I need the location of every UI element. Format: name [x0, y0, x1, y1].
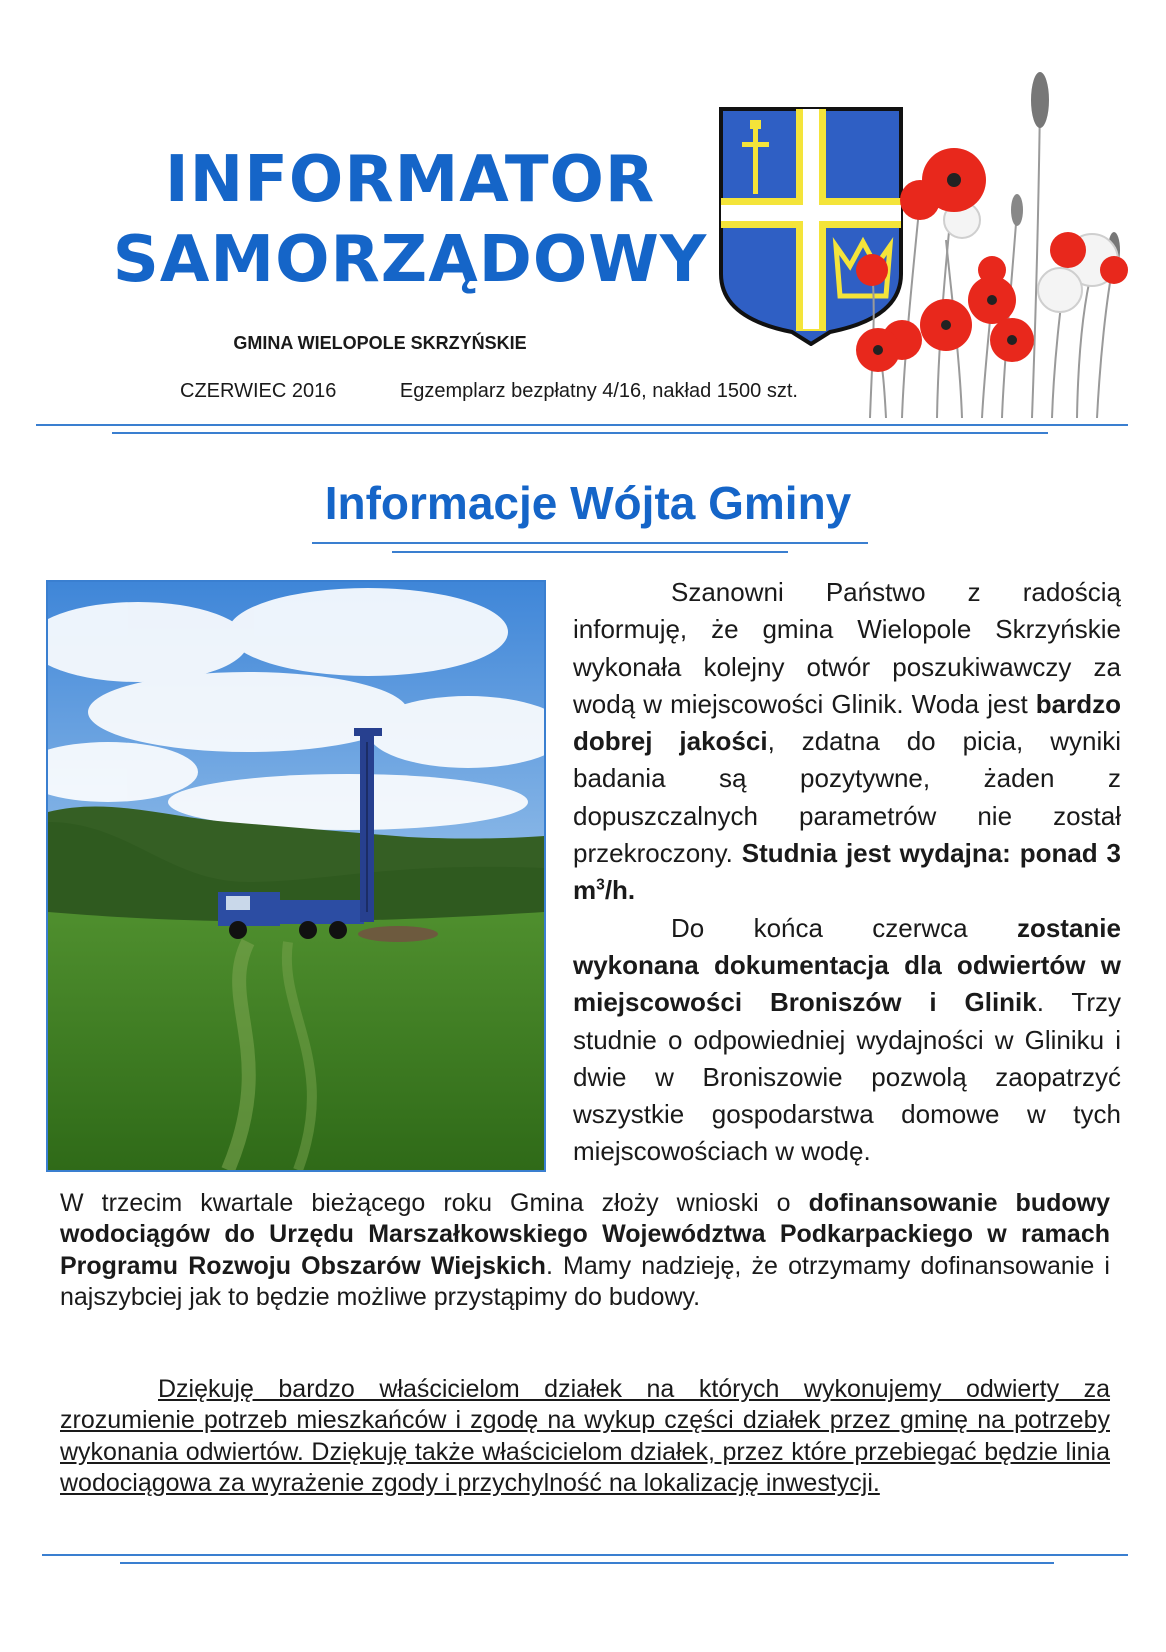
article-intro — [573, 574, 1121, 1171]
section-rule-bottom — [392, 551, 788, 553]
title-line-1: INFORMATOR — [164, 143, 656, 217]
superscript: 3 — [596, 876, 605, 894]
bold-span: zostanie wykonana dokumentacja dla odwiertów w miejscowości Broniszów i Glinik — [573, 912, 1121, 1018]
issue-date: CZERWIEC 2016 — [180, 380, 337, 402]
paragraph-funding — [60, 1188, 1110, 1313]
edition-line — [180, 380, 798, 403]
footer-rule-bottom — [120, 1562, 1054, 1564]
newsletter-title — [95, 140, 725, 300]
bold-text: Studnia jest wydajna: ponad 3 m — [573, 838, 1121, 906]
text-span: . Mamy nadzieję, że otrzymamy dofinansowanie i najszybciej jak to będzie możliwe przystąpimy do budowy. — [60, 1251, 1110, 1311]
text-span: Szanowni Państwo z radością informuję, że gmina Wielopole Skrzyńskie wykonała kolejny otwór poszukiwawczy za wodą w miejscowości Glinik. Woda jest — [573, 577, 1121, 719]
section-title: Informacje Wójta Gminy — [324, 477, 852, 529]
poppies-illustration — [842, 60, 1132, 418]
bold-text: /h. — [604, 875, 636, 906]
bold-span: dofinansowanie budowy wodociągów do Urzędu Marszałkowskiego Województwa Podkarpackiego w ramach Programu Rozwoju Obszarów Wiejskich — [60, 1189, 1110, 1280]
paragraph-documentation — [573, 910, 1121, 1171]
drilling-rig-photo — [46, 580, 546, 1172]
title-line-2: SAMORZĄDOWY — [112, 223, 708, 297]
paragraph-thanks: Dziękuję bardzo właścicielom działek na których wykonujemy odwierty za zrozumienie potrzeb mieszkańców i zgodę na wykup części działek przez gminę na potrzeby wykonania odwiertów. Dziękuję także właścicielom działek, przez które przebiegać będzie linia wodociągowa za wyrażenie zgody i przychylność na lokalizację inwestycji. — [60, 1375, 1110, 1497]
header-rule-top — [36, 424, 1128, 426]
text-span: W trzecim kwartale bieżącego roku Gmina złoży wnioski o — [60, 1189, 809, 1217]
header-rule-bottom — [112, 432, 1048, 434]
text-span: , zdatna do picia, wyniki badania są pozytywne, żaden z dopuszczalnych parametrów nie został przekroczony. — [573, 726, 1121, 869]
bold-span: bardzo dobrej jakości — [573, 688, 1121, 757]
text-span: Do końca czerwca — [671, 912, 1017, 943]
text-span: . Trzy studnie o odpowiedniej wydajności w Gliniku i dwie w Broniszowie pozwolą zaopatrzyć wszystkie gospodarstwa domowe w tych miejscowościach w wodę. — [573, 987, 1121, 1167]
commune-name: GMINA WIELOPOLE SKRZYŃSKIE — [233, 333, 527, 353]
section-rule-top — [312, 542, 868, 544]
paragraph-water-quality — [573, 574, 1121, 910]
footer-rule-top — [42, 1554, 1128, 1556]
edition-info: Egzemplarz bezpłatny 4/16, nakład 1500 szt. — [399, 380, 798, 402]
